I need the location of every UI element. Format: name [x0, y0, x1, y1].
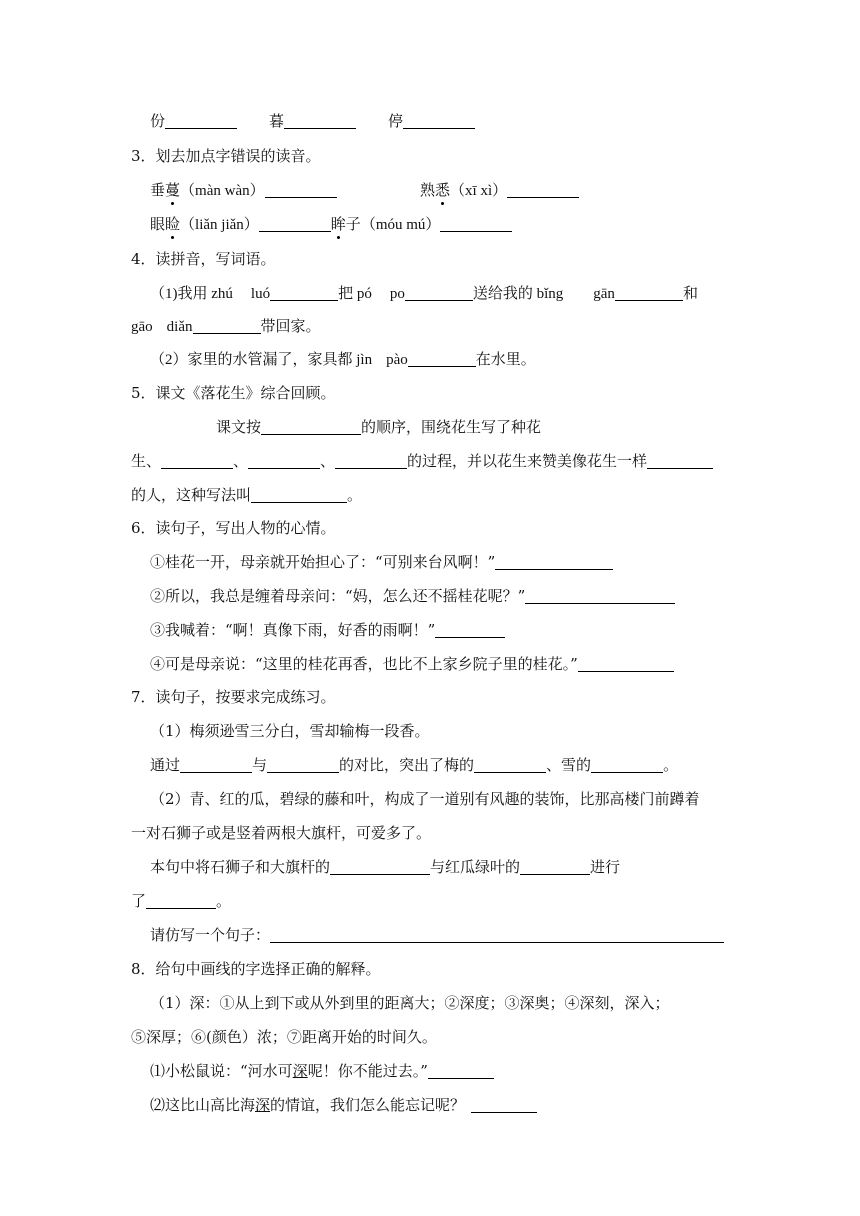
answer-blank[interactable] — [435, 622, 505, 638]
q8-sentence-2: ⑵这比山高比海深的情谊，我们怎么能忘记呢？ — [150, 1095, 537, 1115]
answer-blank[interactable] — [261, 419, 361, 435]
q8-definitions-2: ⑤深厚；⑥(颜色）浓；⑦距离开始的时间久。 — [131, 1028, 437, 1046]
answer-blank[interactable] — [259, 216, 331, 232]
answer-blank[interactable] — [615, 285, 683, 301]
answer-blank[interactable] — [647, 453, 713, 469]
answer-blank[interactable] — [284, 113, 356, 129]
answer-blank[interactable] — [193, 318, 261, 334]
dotted-char: 蔓 — [165, 181, 181, 199]
answer-blank[interactable] — [440, 216, 512, 232]
q6-sentence-1: ①桂花一开，母亲就开始担心了：“可别来台风啊！” — [150, 552, 613, 572]
answer-blank[interactable] — [428, 1063, 494, 1079]
q3-item-b: 熟悉（xī xì） — [420, 180, 579, 200]
q7-poem: （1）梅须逊雪三分白，雪却输梅一段香。 — [150, 722, 430, 740]
q2-char-2: 暮 — [269, 112, 285, 130]
answer-blank[interactable] — [248, 453, 320, 469]
q8-title: 8．给句中画线的字选择正确的解释。 — [131, 960, 381, 978]
q6-sentence-4: ④可是母亲说：“这里的桂花再香，也比不上家乡院子里的桂花。” — [150, 654, 674, 674]
q6-title: 6．读句子，写出人物的心情。 — [131, 519, 336, 537]
q4-line-2: gāo diǎn 带回家。 — [131, 317, 321, 335]
q7-part2-line-2: 一对石狮子或是竖着两根大旗杆，可爱多了。 — [131, 824, 432, 842]
q6-sentence-3: ③我喊着：“啊！真像下雨，好香的雨啊！” — [150, 620, 505, 640]
underlined-char: 深 — [292, 1062, 308, 1080]
answer-blank[interactable] — [520, 859, 590, 875]
q5-line-1: 课文按 的顺序，围绕花生写了种花 — [216, 418, 542, 436]
answer-blank[interactable] — [474, 757, 546, 773]
q8-definitions-1: （1）深：①从上到下或从外到里的距离大；②深度；③深奥；④深刻，深入； — [150, 994, 670, 1012]
q7-part2-tail: 了 。 — [131, 892, 232, 910]
answer-blank[interactable] — [495, 554, 613, 570]
q5-line-3: 的人，这种写法叫 。 — [131, 486, 363, 504]
q7-imitate: 请仿写一个句子： — [150, 925, 724, 945]
answer-blank[interactable] — [267, 757, 339, 773]
answer-blank[interactable] — [251, 487, 347, 503]
answer-blank[interactable] — [405, 285, 473, 301]
answer-blank[interactable] — [591, 757, 663, 773]
q4-line-1: （1)我用 zhú luó 把 pó po 送给我的 bǐng gān 和 — [150, 284, 698, 302]
q7-part1-blanks: 通过 与 的对比，突出了梅的 、雪的 。 — [150, 756, 679, 774]
answer-blank[interactable] — [578, 656, 674, 672]
answer-blank[interactable] — [330, 859, 430, 875]
q8-sentence-1: ⑴小松鼠说：“河水可深呢！你不能过去。” — [150, 1061, 494, 1081]
answer-blank[interactable] — [507, 182, 579, 198]
q5-line-2: 生、 、 、 的过程，并以花生来赞美像花生一样 — [131, 451, 713, 471]
dotted-char: 悉 — [435, 181, 451, 199]
q3-title: 3．划去加点字错误的读音。 — [131, 147, 321, 165]
q3-item-c: 眼睑（liǎn jiǎn） 眸子（móu mú） — [150, 214, 512, 234]
answer-blank[interactable] — [161, 453, 233, 469]
q4-title: 4．读拼音，写词语。 — [131, 250, 276, 268]
answer-blank[interactable] — [265, 182, 337, 198]
imitate-answer-line[interactable] — [270, 927, 724, 943]
answer-blank[interactable] — [146, 893, 216, 909]
answer-blank[interactable] — [471, 1097, 537, 1113]
q2-row — [150, 111, 475, 131]
answer-blank[interactable] — [165, 113, 237, 129]
q7-part2-line-1: （2）青、红的瓜，碧绿的藤和叶，构成了一道别有风趣的装饰，比那高楼门前蹲着 — [150, 790, 700, 808]
q6-sentence-2: ②所以，我总是缠着母亲问：“妈，怎么还不摇桂花呢？” — [150, 586, 675, 606]
answer-blank[interactable] — [408, 351, 476, 367]
answer-blank[interactable] — [403, 113, 475, 129]
underlined-char: 深 — [255, 1096, 271, 1114]
q4-line-3: （2）家里的水管漏了，家具都 jìn pào 在水里。 — [150, 350, 536, 368]
q2-char-1: 份 — [150, 112, 166, 130]
answer-blank[interactable] — [335, 453, 407, 469]
q2-char-3: 停 — [388, 112, 404, 130]
q7-part2-blanks: 本句中将石狮子和大旗杆的 与红瓜绿叶的 进行 — [150, 858, 621, 876]
answer-blank[interactable] — [270, 285, 338, 301]
dotted-char: 眸 — [330, 215, 346, 233]
dotted-char: 睑 — [165, 215, 181, 233]
q3-item-a: 垂蔓（màn wàn） — [150, 180, 337, 200]
answer-blank[interactable] — [525, 588, 675, 604]
q7-title: 7．读句子，按要求完成练习。 — [131, 688, 336, 706]
q5-title: 5．课文《落花生》综合回顾。 — [131, 384, 336, 402]
answer-blank[interactable] — [180, 757, 252, 773]
